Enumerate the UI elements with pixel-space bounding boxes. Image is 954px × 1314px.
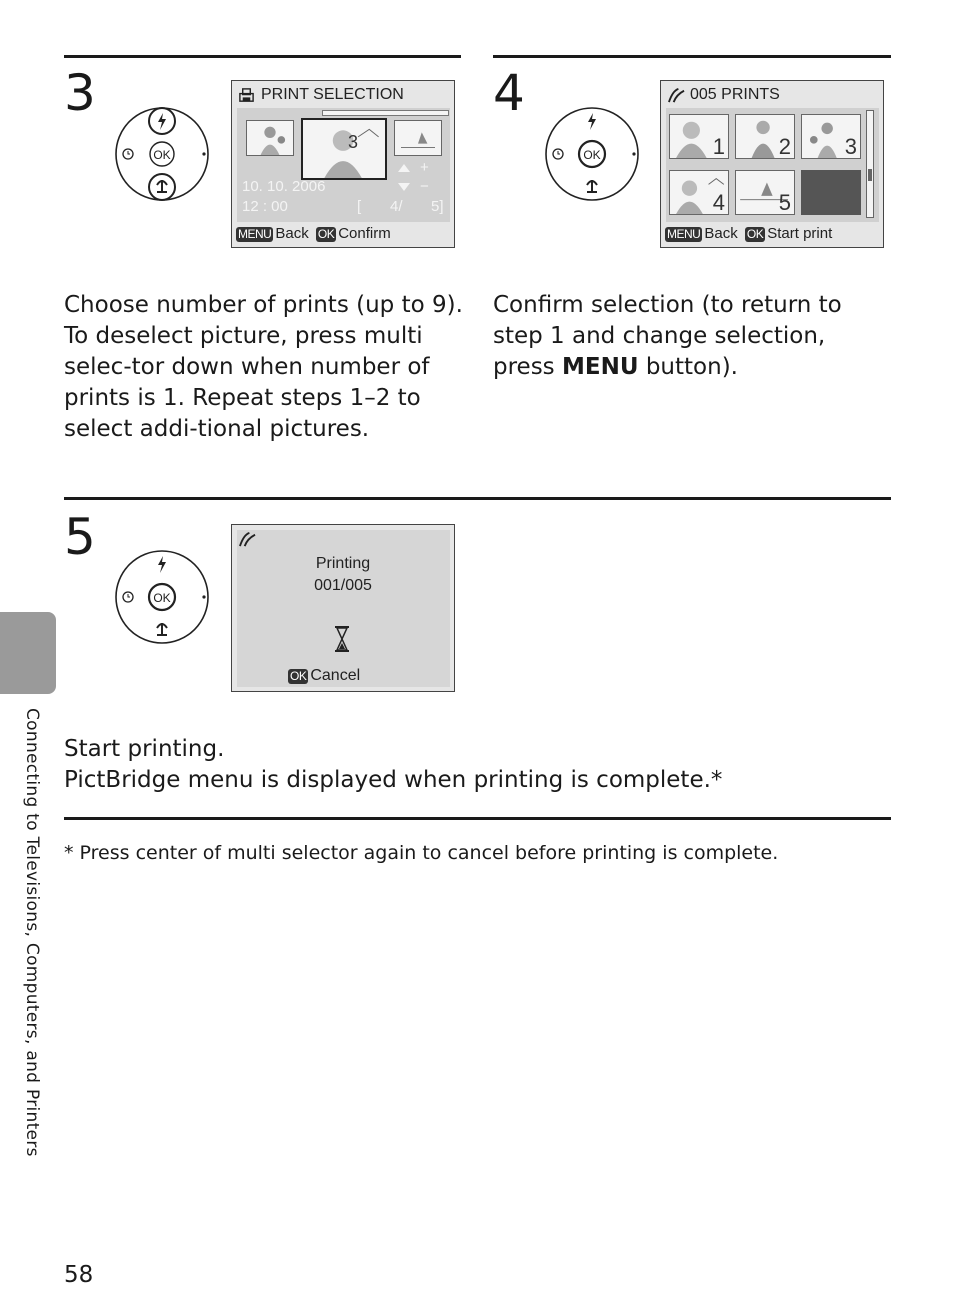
prints-confirm-screen [660,80,884,248]
multi-selector-dial-center [114,549,210,645]
thumb-number-5: 5 [778,190,791,215]
thumbnail-3 [801,114,861,159]
step5-heading: Start printing. [64,736,225,762]
step-number-3: 3 [64,64,96,122]
print-icon [238,87,255,104]
thumbnail-5 [735,170,795,215]
screen-footer [665,225,832,242]
svg-text:OK: OK [153,591,171,605]
printing-status: Printing [315,555,371,572]
time-text: 12 : 00 [242,198,288,215]
chapter-side-label: Connecting to Televisions, Computers, and Printers [22,708,42,1157]
ok-key-icon: OK [317,227,335,241]
step4-instructions [493,290,893,383]
step4-text-before: Confirm selection (to return to step 1 and change selection, press [493,292,842,380]
thumbnail-2 [735,114,795,159]
screen-footer [288,667,360,685]
step5-body: PictBridge menu is displayed when printing is complete.* [64,767,723,793]
image-counter: 4/ [390,198,403,215]
menu-key-icon: MENU [667,227,701,241]
pictbridge-icon [667,87,686,104]
thumbnail-selected [301,118,387,180]
multi-selector-dial-center [544,106,640,202]
print-count-badge: 3 [348,132,359,152]
thumb-number-2: 2 [778,134,791,159]
step-number-5: 5 [64,508,96,566]
section-rule-step4 [493,55,891,58]
step5-instructions [64,734,891,796]
menu-key-icon: MENU [238,227,272,241]
ok-key-icon: OK [746,227,764,241]
thumbnail-next [394,120,442,156]
bracket-open: [ [357,198,362,215]
thumb-number-1: 1 [712,134,725,159]
ok-key-icon: OK [290,669,307,683]
footnote: * Press center of multi selector again to cancel before printing is complete. [64,842,779,864]
empty-thumbnail-slot [801,170,861,215]
screen-content-area [237,530,450,687]
up-arrow-icon [397,163,411,173]
section-rule-step5 [64,497,891,500]
step-number-4: 4 [493,64,525,122]
svg-text:OK: OK [583,148,601,162]
section-rule-step3 [64,55,461,58]
image-total: 5] [431,198,444,215]
thumbnail-1 [669,114,729,159]
cancel-label: Cancel [310,667,361,684]
plus-label: + [420,159,429,176]
chapter-tab [0,612,56,694]
back-label: Back [275,225,309,242]
step3-instructions [64,290,464,445]
thumbnail-grid [666,108,879,222]
printing-progress-screen [231,524,455,692]
footnote-rule [64,817,891,820]
step4-menu-button-name: MENU [561,354,639,380]
down-arrow-icon [397,182,411,192]
screen-title: 005 PRINTS [690,86,780,103]
step3-body: To deselect picture, press multi selec-tor down when number of prints is 1. Repeat steps 1–2 to select addi-tional pictures. [64,323,430,442]
screen-content-area [237,108,450,222]
date-text: 10. 10. 2006 [242,178,326,195]
printing-progress: 001/005 [314,577,372,594]
thumb-number-4: 4 [712,190,725,215]
start-print-label: Start print [767,225,833,242]
multi-selector-dial-up-down [114,106,210,202]
back-label: Back [704,225,738,242]
thumbnail-4 [669,170,729,215]
thumb-number-3: 3 [844,134,857,159]
minus-label: − [420,178,429,195]
step3-heading: Choose number of prints (up to 9). [64,292,463,318]
step4-text-after: button). [638,354,738,380]
hourglass-icon [334,625,350,653]
print-selection-screen [231,80,455,248]
confirm-label: Confirm [338,225,391,242]
screen-title: PRINT SELECTION [261,86,404,103]
pictbridge-icon [238,531,257,548]
scrollbar [866,110,874,218]
svg-text:OK: OK [153,148,171,162]
thumbnail-previous [246,120,294,156]
page-number: 58 [64,1262,94,1288]
screen-footer [236,225,391,242]
scroll-indicator [322,110,449,116]
scrollbar-thumb [868,169,872,181]
